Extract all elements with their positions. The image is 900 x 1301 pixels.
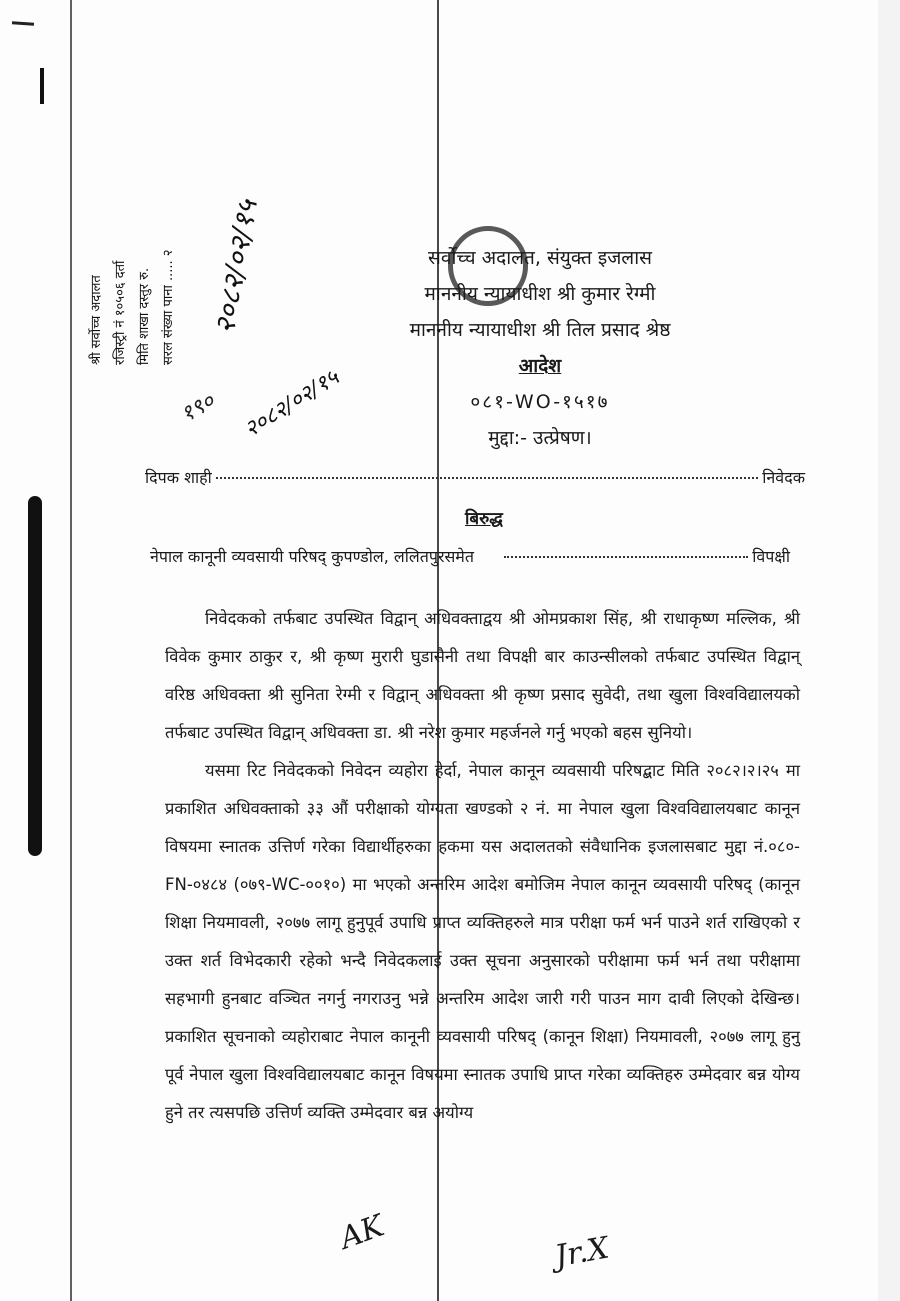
stamp-line: रजिस्ट्री नं १०५०६ दर्ता (113, 260, 128, 365)
petitioner-name: दिपक शाही (145, 468, 212, 487)
order-header (280, 240, 800, 456)
case-subject: मुद्दा:- उत्प्रेषण। (488, 427, 592, 449)
stamp-handwritten-date: २०८२/०२/१५ (207, 197, 264, 337)
justice-1: माननीय न्यायाधीश श्री कुमार रेग्मी (424, 283, 656, 305)
scan-mark (12, 21, 34, 26)
scan-edge (878, 0, 900, 1301)
registrar-signature: १९० (176, 388, 220, 428)
stamp-line: श्री सर्वोच्च अदालत (89, 275, 104, 365)
justice-2: माननीय न्यायाधीश श्री तिल प्रसाद श्रेष्ठ (409, 319, 671, 341)
handwritten-initials: AK (335, 1208, 389, 1257)
respondent-line (150, 545, 790, 567)
handwritten-initials: Jr.X (552, 1230, 612, 1275)
stamp-line: सरल संख्या पाना ..... २ (161, 249, 176, 365)
binding-mark (28, 496, 42, 856)
respondent-role: विपक्षी (752, 547, 790, 566)
versus-label: बिरुद्ध (465, 509, 503, 529)
order-title: आदेश (518, 355, 562, 377)
registry-stamp (85, 0, 181, 365)
stamp-line: मिति शाखा दस्तुर रु. (137, 267, 152, 365)
paragraph: यसमा रिट निवेदकको निवेदन व्यहोरा हेर्दा, नेपाल कानून व्यवसायी परिषद्बाट मिति २०८२।२।२५ मा प्रकाशित अधिवक्ताको ३३ औं परीक्षाको योग्यता खण्डको २ नं. मा नेपाल खुला विश्वविद्यालयबाट कानून विषयमा स्नातक उत्तिर्ण गरेका विद्यार्थीहरुका हकमा यस अदालतको संवैधानिक इजलासबाट मुद्दा नं.०८०-FN-०४८४ (०७९-WC-००१०) मा भएको अन्तरिम आदेश बमोजिम नेपाल कानून व्यवसायी परिषद् (कानून शिक्षा नियमावली, २०७७ लागू हुनुपूर्व उपाधि प्राप्त व्यक्तिहरुले मात्र परीक्षा फर्म भर्न पाउने शर्त राखिएको र उक्त शर्त विभेदकारी रहेको भन्दै निवेदकलाई उक्त सूचना अनुसारको परीक्षामा फर्म भर्न तथा परीक्षामा सहभागी हुनबाट वञ्चित नगर्नु नगराउनु भन्ने अन्तरिम आदेश जारी गरी पाउन माग दावी लिएको देखिन्छ। प्रकाशित सूचनाको व्यहोराबाट नेपाल कानूनी व्यवसायी परिषद् (कानून शिक्षा) नियमावली, २०७७ लागू हुनु पूर्व नेपाल खुला विश्वविद्यालयबाट कानून विषयमा स्नातक उपाधि प्राप्त गरेका व्यक्तिहरु उम्मेदवार बन्न योग्य हुने तर त्यसपछि उत्तिर्ण व्यक्ति उम्मेदवार बन्न अयोग्य (165, 761, 800, 1122)
signature-date: २०८२/०२/१५ (240, 365, 344, 443)
dotted-leader (216, 477, 759, 479)
court-name: सर्वोच्च अदालत, संयुक्त इजलास (428, 247, 652, 269)
dotted-leader (504, 556, 748, 558)
case-number: ०८१-WO-१५१७ (470, 391, 610, 413)
left-margin-line (70, 0, 72, 1301)
order-body (165, 600, 800, 1132)
scan-mark (40, 68, 44, 104)
petitioner-line (145, 466, 805, 488)
petitioner-role: निवेदक (762, 468, 805, 487)
respondent-name: नेपाल कानूनी व्यवसायी परिषद् कुपण्डोल, ललितपुरसमेत (150, 547, 474, 566)
paragraph: निवेदकको तर्फबाट उपस्थित विद्वान् अधिवक्ताद्वय श्री ओमप्रकाश सिंह, श्री राधाकृष्ण मल्लिक, श्री विवेक कुमार ठाकुर र, श्री कृष्ण मुरारी घुडासैनी तथा विपक्षी बार काउन्सीलको तर्फबाट उपस्थित विद्वान् वरिष्ठ अधिवक्ता श्री सुनिता रेग्मी र विद्वान् अधिवक्ता श्री कृष्ण प्रसाद सुवेदी, तथा खुला विश्वविद्यालयको तर्फबाट उपस्थित विद्वान् अधिवक्ता डा. श्री नरेश कुमार महर्जनले गर्नु भएको बहस सुनियो। (165, 609, 800, 742)
